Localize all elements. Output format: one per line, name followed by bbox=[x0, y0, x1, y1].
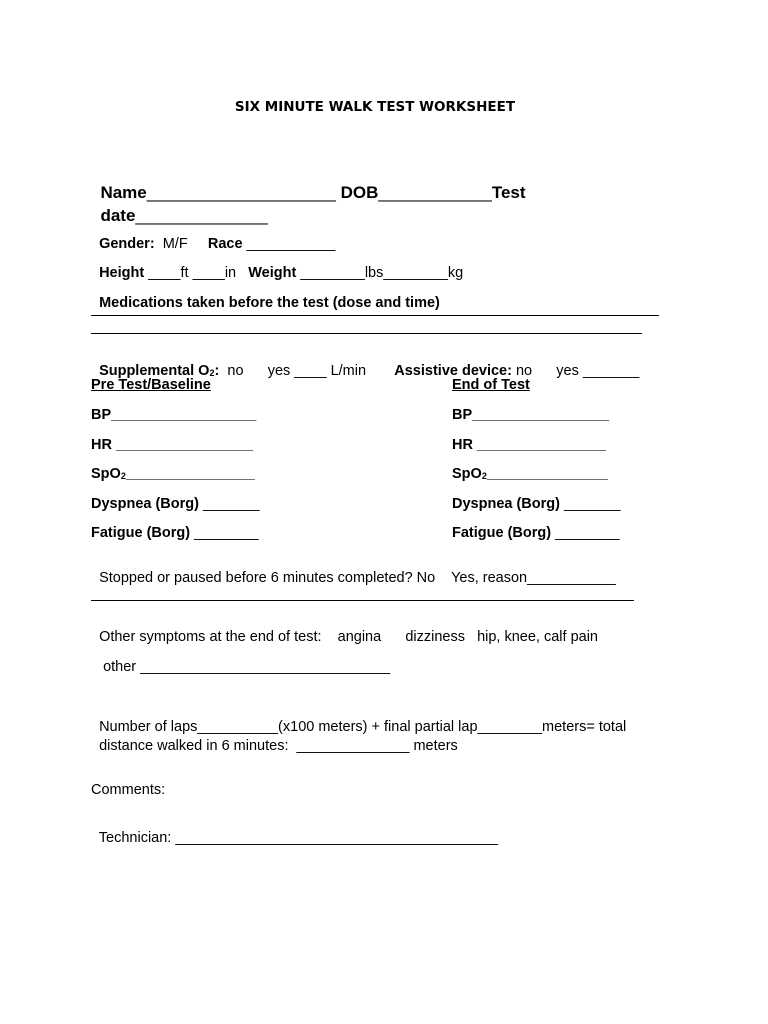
name-field[interactable]: ____________________ bbox=[146, 183, 336, 202]
test-date-row bbox=[91, 190, 268, 224]
technician-label: Technician: bbox=[98, 829, 172, 846]
total-label: meters= total bbox=[542, 718, 627, 735]
o2-yes-option[interactable]: yes bbox=[267, 362, 291, 379]
weight-lbs-field[interactable]: ________ bbox=[300, 264, 365, 281]
height-ft-field[interactable]: ____ bbox=[148, 264, 181, 281]
distance-field[interactable]: ______________ bbox=[296, 737, 410, 754]
dob-label: DOB bbox=[340, 183, 379, 202]
technician-field[interactable]: ________________________________________ bbox=[175, 829, 498, 846]
pain-option[interactable]: hip, knee, calf pain bbox=[477, 628, 598, 645]
gender-row bbox=[91, 222, 335, 251]
o2-flow-field[interactable]: ____ bbox=[294, 362, 327, 379]
medications-line-1[interactable] bbox=[91, 315, 659, 316]
stopped-reason-line[interactable] bbox=[91, 600, 634, 601]
endtest-spo2-field[interactable]: SpO$_2$_______________ bbox=[452, 466, 608, 482]
device-no-option[interactable]: no bbox=[515, 362, 533, 379]
endtest-dyspnea-row[interactable]: Dyspnea (Borg) _______ bbox=[452, 496, 621, 512]
stopped-question: Stopped or paused before 6 minutes completed? bbox=[99, 569, 413, 586]
other-symptoms-row bbox=[95, 645, 390, 674]
height-weight-row bbox=[91, 251, 463, 280]
page-title: SIX MINUTE WALK TEST WORKSHEET bbox=[234, 99, 516, 115]
assistive-device-label: Assistive device: bbox=[394, 362, 512, 379]
distance-row bbox=[91, 724, 458, 753]
dob-field[interactable]: ____________ bbox=[378, 183, 492, 202]
height-label: Height bbox=[99, 264, 145, 281]
test-label: Test bbox=[491, 183, 526, 202]
comments-label: Comments: bbox=[91, 782, 166, 798]
medications-line-2[interactable] bbox=[91, 333, 642, 334]
partial-lap-field[interactable]: ________ bbox=[477, 718, 543, 735]
name-label: Name bbox=[100, 183, 147, 202]
o2-unit: L/min bbox=[330, 362, 367, 379]
endtest-header: End of Test bbox=[452, 377, 530, 393]
lbs-unit: lbs bbox=[364, 264, 384, 281]
gender-label: Gender: bbox=[99, 235, 155, 252]
weight-label: Weight bbox=[248, 264, 297, 281]
test-date-field[interactable]: ______________ bbox=[135, 206, 268, 225]
technician-row bbox=[91, 816, 498, 845]
other-symptoms-field[interactable]: _______________________________ bbox=[140, 658, 391, 675]
device-yes-option[interactable]: yes bbox=[556, 362, 579, 379]
o2-no-option[interactable]: no bbox=[227, 362, 244, 379]
supplemental-row bbox=[91, 349, 639, 378]
weight-kg-field[interactable]: ________ bbox=[383, 264, 448, 281]
pretest-fatigue-row[interactable]: Fatigue (Borg) ________ bbox=[91, 525, 259, 541]
stopped-reason-field[interactable]: ___________ bbox=[527, 569, 616, 586]
laps-field[interactable]: __________ bbox=[197, 718, 279, 735]
endtest-fatigue-row[interactable]: Fatigue (Borg) ________ bbox=[452, 525, 620, 541]
date-label: date bbox=[100, 206, 136, 225]
pretest-bp-field[interactable]: BP__________________ bbox=[91, 407, 257, 423]
race-label: Race bbox=[207, 235, 243, 252]
kg-unit: kg bbox=[447, 264, 464, 281]
pretest-header: Pre Test/Baseline bbox=[91, 377, 211, 393]
supplemental-o2-label: Supplemental $O_2$: bbox=[99, 362, 220, 379]
other-label: other bbox=[103, 658, 137, 675]
pretest-spo2-field[interactable]: SpO$_2$________________ bbox=[91, 466, 255, 482]
symptoms-row bbox=[91, 615, 598, 644]
ft-unit: ft bbox=[180, 264, 189, 281]
stopped-yes-option[interactable]: Yes, reason bbox=[451, 569, 528, 586]
stopped-no-option[interactable]: No bbox=[416, 569, 436, 586]
device-field[interactable]: _______ bbox=[582, 362, 640, 379]
symptoms-label: Other symptoms at the end of test: bbox=[99, 628, 322, 645]
height-in-field[interactable]: ____ bbox=[192, 264, 225, 281]
in-unit: in bbox=[224, 264, 237, 281]
stopped-row bbox=[91, 556, 616, 585]
dizziness-option[interactable]: dizziness bbox=[405, 628, 465, 645]
gender-options[interactable]: M/F bbox=[162, 235, 188, 252]
distance-label: distance walked in 6 minutes: bbox=[99, 737, 289, 754]
race-field[interactable]: ___________ bbox=[246, 235, 336, 252]
endtest-bp-field[interactable]: BP_________________ bbox=[452, 407, 610, 423]
pretest-dyspnea-row[interactable]: Dyspnea (Borg) _______ bbox=[91, 496, 260, 512]
laps-multiplier: (x100 meters) + final partial lap bbox=[278, 718, 478, 735]
angina-option[interactable]: angina bbox=[337, 628, 382, 645]
endtest-hr-field[interactable]: HR ________________ bbox=[452, 437, 606, 453]
meters-unit: meters bbox=[413, 737, 458, 754]
medications-label: Medications taken before the test (dose and time) bbox=[99, 294, 440, 311]
pretest-hr-field[interactable]: HR _________________ bbox=[91, 437, 254, 453]
laps-label: Number of laps bbox=[99, 718, 198, 735]
